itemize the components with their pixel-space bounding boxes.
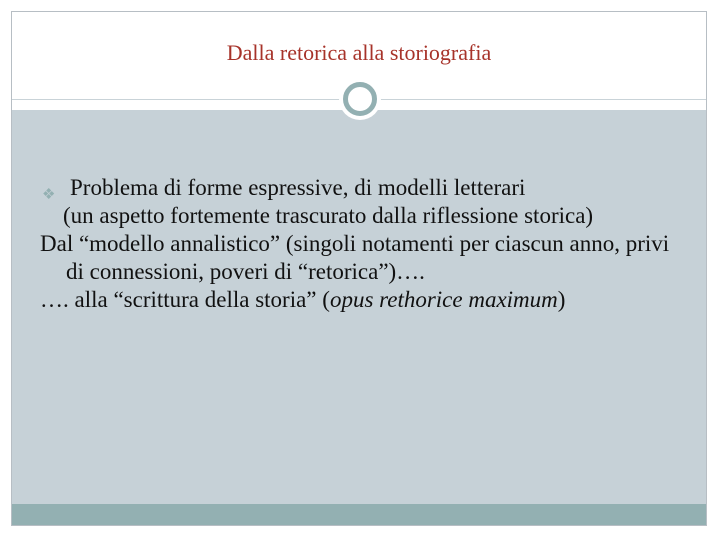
paragraph-annalistic: Dal “modello annalistico” (singoli notamenti per ciascun anno, privi di connessioni, poveri di “retorica”)…. bbox=[40, 231, 670, 284]
paragraph-note: (un aspetto fortemente trascurato dalla riflessione storica) bbox=[63, 203, 594, 228]
paragraph-text-end: ) bbox=[557, 287, 566, 312]
bullet-diamond-icon: ❖ bbox=[42, 187, 56, 203]
slide-body bbox=[40, 174, 680, 314]
bullet-text: Problema di forme espressive, di modelli letterari bbox=[70, 175, 526, 200]
slide-title: Dalla retorica alla storiografia bbox=[226, 40, 492, 65]
latin-phrase: opus rethorice maximum bbox=[329, 287, 558, 312]
bullet-item bbox=[40, 174, 680, 202]
paragraph-text-start: …. alla “scrittura della storia” ( bbox=[40, 287, 330, 312]
ring-badge bbox=[339, 78, 381, 120]
footer-bar bbox=[12, 504, 706, 525]
paragraph-historiography bbox=[40, 286, 680, 314]
ring-icon bbox=[343, 82, 377, 116]
